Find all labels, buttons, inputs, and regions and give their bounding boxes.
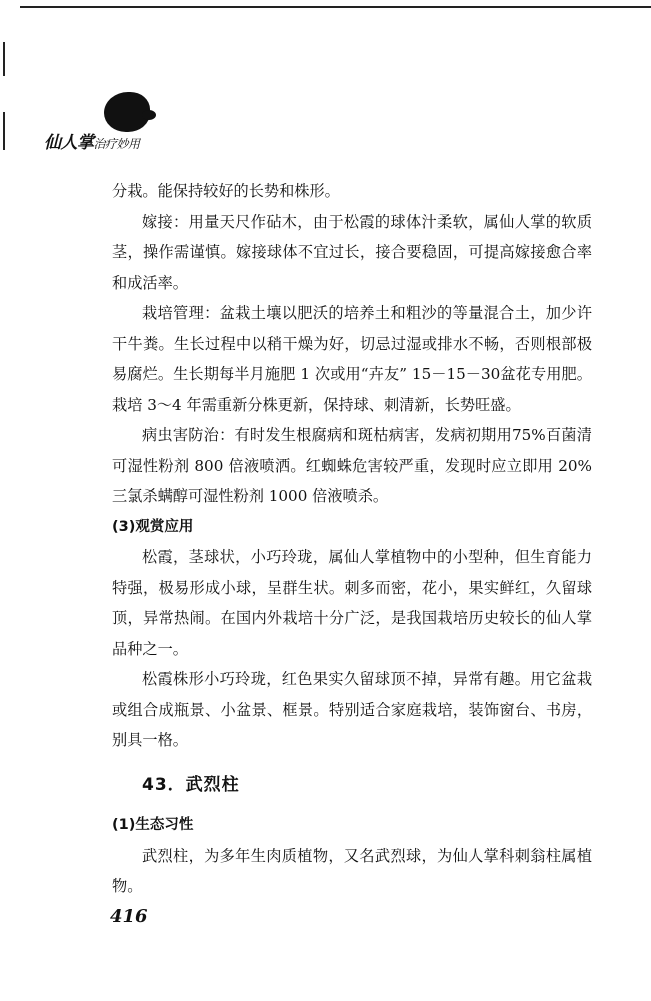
paragraph: 松霞，茎球状，小巧玲珑，属仙人掌植物中的小型种，但生育能力特强，极易形成小球，呈群生状。刺多而密，花小，果实鲜红，久留球顶，异常热闹。在国内外栽培十分广泛，是我国栽培历史较长的仙人掌品种之一。 — [112, 548, 592, 658]
subheading: (3)观赏应用 — [112, 518, 194, 535]
header-title-main: 仙人掌 — [44, 133, 94, 153]
paragraph: 分栽。能保持较好的长势和株形。 — [112, 182, 340, 200]
paragraph: 松霞株形小巧玲珑，红色果实久留球顶不掉，异常有趣。用它盆栽或组合成瓶景、小盆景、框景。特别适合家庭栽培，装饰窗台、书房，别具一格。 — [112, 670, 592, 749]
subheading: (1)生态习性 — [112, 817, 194, 833]
section-title: 43．武烈柱 — [142, 774, 240, 795]
left-edge-mark — [3, 42, 5, 76]
header-title — [44, 128, 140, 153]
header-title-rest: 治疗妙用 — [93, 137, 140, 151]
page-number: 416 — [110, 906, 148, 927]
paragraph: 武烈柱，为多年生肉质植物，又名武烈球，为仙人掌科刺翁柱属植物。 — [112, 846, 592, 895]
paragraph: 嫁接：用量天尺作砧木，由于松霞的球体汁柔软，属仙人掌的软质茎，操作需谨慎。嫁接球体不宜过长，接合要稳固，可提高嫁接愈合率和成活率。 — [112, 212, 592, 292]
paragraph: 病虫害防治：有时发生根腐病和斑枯病害，发病初期用75%百菌清可湿性粉剂 800 倍液喷洒。红蜘蛛危害较严重，发现时应立即用 20%三氯杀螨醇可湿性粉剂 1000 倍液喷杀。 — [112, 426, 592, 505]
head-silhouette-icon — [104, 92, 150, 132]
top-rule — [20, 6, 651, 8]
page-body — [112, 176, 592, 902]
left-edge-mark — [3, 112, 5, 150]
paragraph: 栽培管理：盆栽土壤以肥沃的培养土和粗沙的等量混合土，加少许干牛粪。生长过程中以稍干燥为好，切忌过湿或排水不畅，否则根部极易腐烂。生长期每半月施肥 1 次或用“卉友” 15－15－30盆花专用肥。栽培 3～4 年需重新分株更新，保持球、刺清新，长势旺盛。 — [112, 304, 592, 414]
running-header — [44, 92, 234, 162]
